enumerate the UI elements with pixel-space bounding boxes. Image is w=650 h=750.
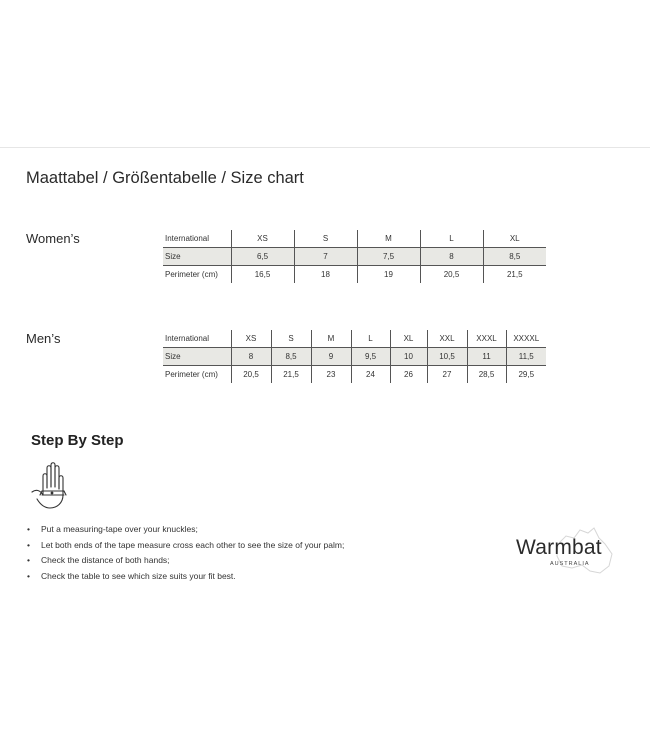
table-row	[163, 348, 546, 366]
men-size-table	[163, 330, 546, 383]
table-cell: L	[351, 330, 390, 348]
table-cell: 28,5	[467, 366, 506, 384]
table-cell: XS	[231, 330, 271, 348]
table-cell: 9,5	[351, 348, 390, 366]
table-cell: International	[163, 330, 231, 348]
table-cell: Perimeter (cm)	[165, 270, 218, 279]
table-cell: XL	[483, 230, 546, 248]
table-cell: 19	[357, 266, 420, 284]
women-size-table	[163, 230, 546, 283]
table-cell: 8	[231, 348, 271, 366]
women-section-label: Women’s	[26, 231, 80, 246]
table-cell: 23	[311, 366, 351, 384]
table-cell: XS	[231, 230, 294, 248]
hand-measuring-icon	[31, 462, 75, 510]
table-cell: 29,5	[506, 366, 546, 384]
step-by-step-title: Step By Step	[31, 432, 124, 449]
table-cell: 11,5	[506, 348, 546, 366]
step-text: Check the table to see which size suits your fit best.	[41, 570, 236, 581]
table-cell: L	[420, 230, 483, 248]
table-cell: XXXL	[467, 330, 506, 348]
bullet: •	[27, 524, 30, 534]
list-item	[27, 538, 344, 554]
step-text: Let both ends of the tape measure cross each other to see the size of your palm;	[41, 539, 345, 550]
table-cell: S	[271, 330, 311, 348]
table-cell: XXL	[427, 330, 467, 348]
table-cell: 7,5	[357, 248, 420, 266]
table-cell: 21,5	[271, 366, 311, 384]
bullet: •	[27, 570, 30, 581]
steps-list	[27, 522, 344, 584]
table-cell: International	[163, 230, 231, 248]
page-title: Maattabel / Größentabelle / Size chart	[26, 169, 304, 187]
step-text: Put a measuring-tape over your knuckles;	[41, 524, 198, 534]
table-cell: XXXXL	[506, 330, 546, 348]
men-section-label: Men’s	[26, 331, 61, 346]
step-text: Check the distance of both hands;	[41, 555, 170, 565]
warmbat-logo	[514, 526, 624, 578]
table-cell: Size	[163, 348, 231, 366]
table-cell: 16,5	[231, 266, 294, 284]
table-cell: XL	[390, 330, 427, 348]
table-cell: M	[357, 230, 420, 248]
table-row	[163, 366, 546, 384]
table-cell: 11	[467, 348, 506, 366]
table-cell: M	[311, 330, 351, 348]
list-item	[27, 522, 344, 538]
table-cell: Size	[163, 248, 231, 266]
logo-wordmark: Warmbat	[516, 536, 602, 559]
table-cell: 27	[427, 366, 467, 384]
table-cell: 8,5	[271, 348, 311, 366]
bullet: •	[27, 555, 30, 565]
table-cell: 24	[351, 366, 390, 384]
list-item	[27, 553, 344, 569]
table-cell: 26	[390, 366, 427, 384]
top-divider	[0, 147, 650, 148]
bullet: •	[27, 539, 30, 550]
table-row	[163, 266, 546, 284]
table-cell: 8,5	[483, 248, 546, 266]
table-cell: Perimeter (cm)	[165, 370, 218, 379]
table-cell: S	[294, 230, 357, 248]
table-cell: 6,5	[231, 248, 294, 266]
table-cell: 18	[294, 266, 357, 284]
table-cell: 20,5	[420, 266, 483, 284]
table-cell: 21,5	[483, 266, 546, 284]
table-cell: 8	[420, 248, 483, 266]
table-cell: 10	[390, 348, 427, 366]
table-cell: 20,5	[231, 366, 271, 384]
table-cell: 9	[311, 348, 351, 366]
table-row	[163, 248, 546, 266]
table-row	[163, 330, 546, 348]
table-cell: 7	[294, 248, 357, 266]
table-cell: 10,5	[427, 348, 467, 366]
table-row	[163, 230, 546, 248]
logo-subtitle: AUSTRALIA	[550, 561, 590, 567]
list-item	[27, 569, 344, 585]
